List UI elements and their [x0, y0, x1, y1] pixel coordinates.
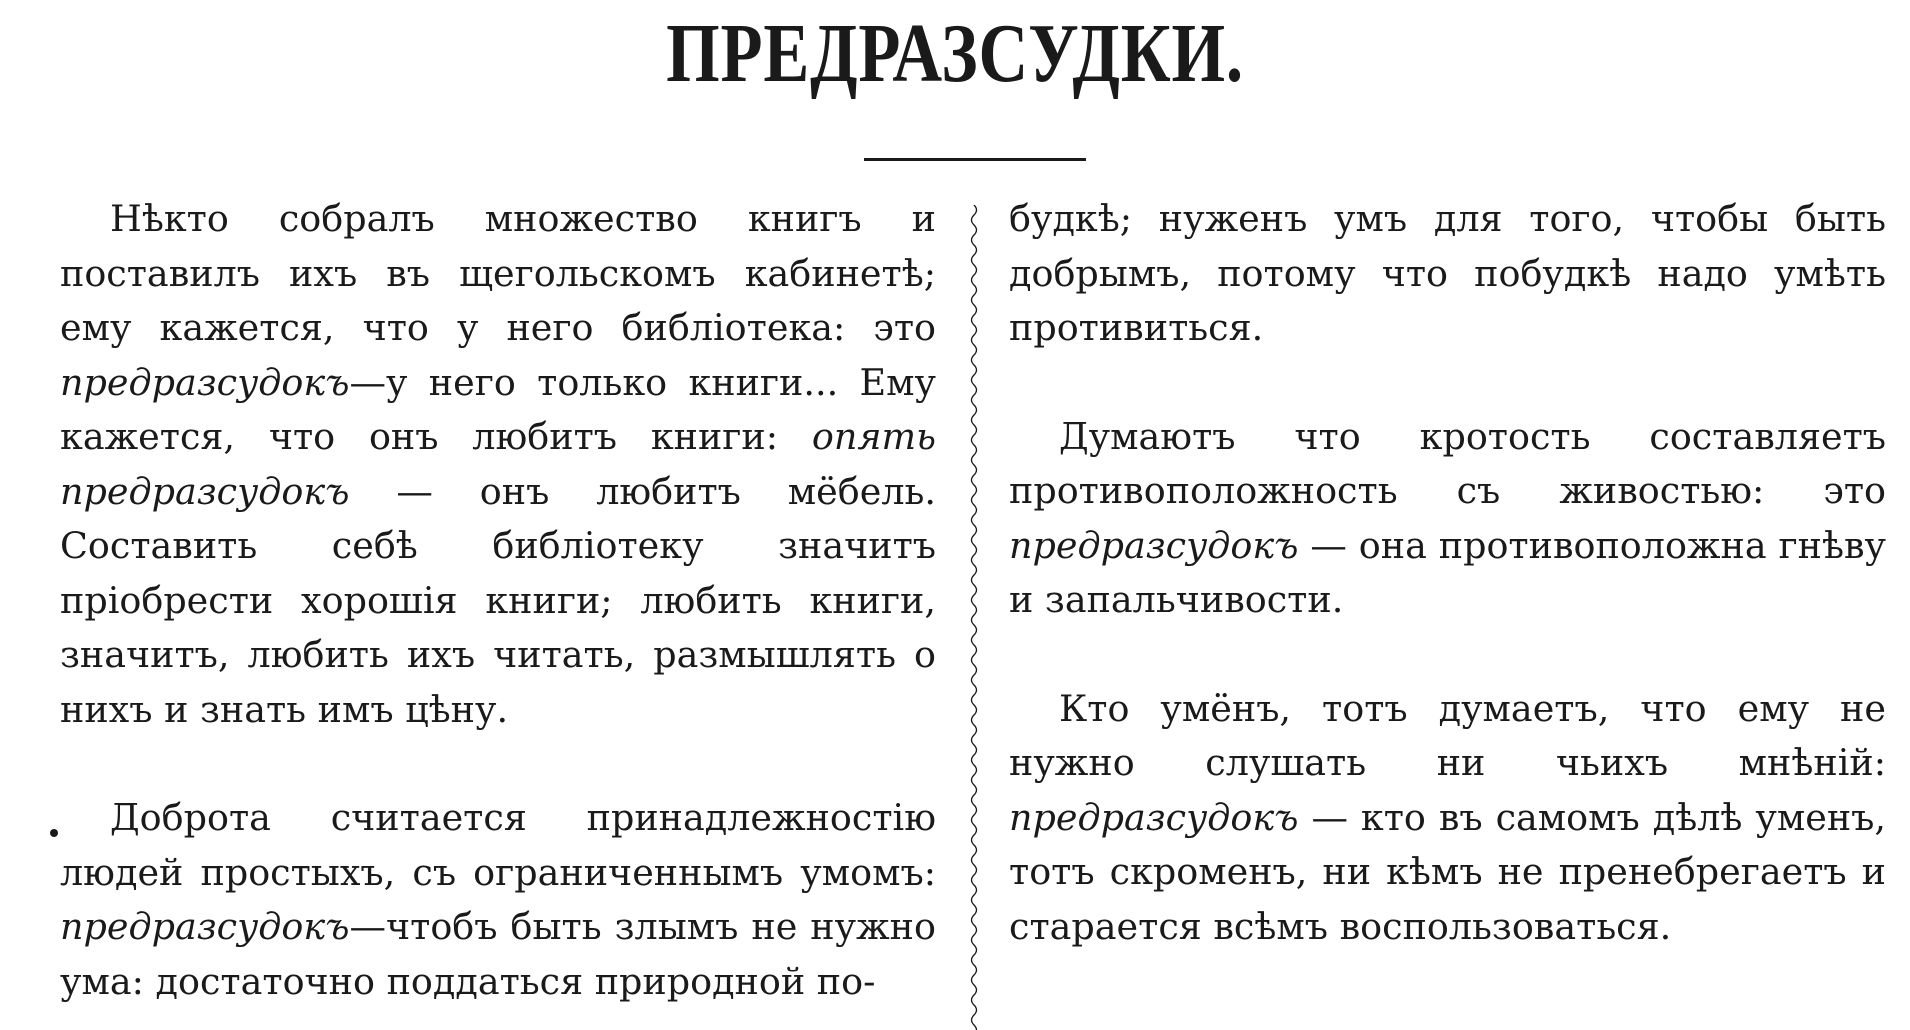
italic-text: опять предразсудокъ: [60, 415, 936, 513]
text-run: — онъ любитъ мёбель. Составить себѣ библіотеку значитъ пріобрести хорошія книги; любить книги, значитъ, любить ихъ читать, размышлять о нихъ и знать имъ цѣну.: [60, 469, 936, 731]
text-run: — кто въ самомъ дѣлѣ уменъ, тотъ скроменъ, ни кѣмъ не пренебрегаетъ и старается всѣмъ воспользоваться.: [1009, 795, 1886, 948]
paragraph: [1009, 410, 1886, 628]
paragraph: [60, 791, 936, 1009]
paragraph: [1009, 192, 1886, 356]
left-column: [60, 192, 936, 1009]
title-rule: [864, 158, 1086, 161]
right-column: [1009, 192, 1886, 954]
text-run: Доброта считается принадлежностію людей простыхъ, съ ограниченнымъ умомъ:: [60, 796, 936, 894]
paragraph-gap: [1009, 628, 1886, 682]
paragraph-gap: [1009, 356, 1886, 410]
text-run: будкѣ; нуженъ умъ для того, чтобы быть добрымъ, потому что побудкѣ надо умѣть противиться.: [1009, 197, 1886, 349]
paragraph-gap: [60, 737, 936, 791]
page-title: ПРЕДРАЗСУДКИ.: [666, 7, 1244, 100]
text-run: Нѣкто собралъ множество книгъ и поставилъ ихъ въ щегольскомъ кабинетѣ; ему кажется, что у него библіотека: это: [60, 197, 936, 349]
italic-text: предразсудокъ: [60, 905, 350, 948]
text-run: —чтобъ быть злымъ не нужно ума: достаточно поддаться природной по-: [60, 905, 936, 1003]
italic-text: предразсудокъ: [60, 360, 350, 404]
paragraph: [1009, 682, 1886, 955]
italic-text: предразсудокъ: [1009, 795, 1299, 839]
wavy-column-divider: [966, 205, 982, 1030]
text-run: Думаютъ что кротость составляетъ противоположность съ живостью: это: [1009, 414, 1886, 512]
italic-text: предразсудокъ: [1009, 523, 1299, 567]
text-run: —у него только книги... Ему кажется, что онъ любитъ книги:: [60, 360, 936, 458]
text-run: — она противоположна гнѣву и запальчивости.: [1009, 523, 1886, 621]
text-run: Кто умёнъ, тотъ думаетъ, что ему не нужно слушать ни чьихъ мнѣній:: [1009, 686, 1886, 784]
bullet-dot: [50, 829, 58, 837]
paragraph: [60, 192, 936, 737]
